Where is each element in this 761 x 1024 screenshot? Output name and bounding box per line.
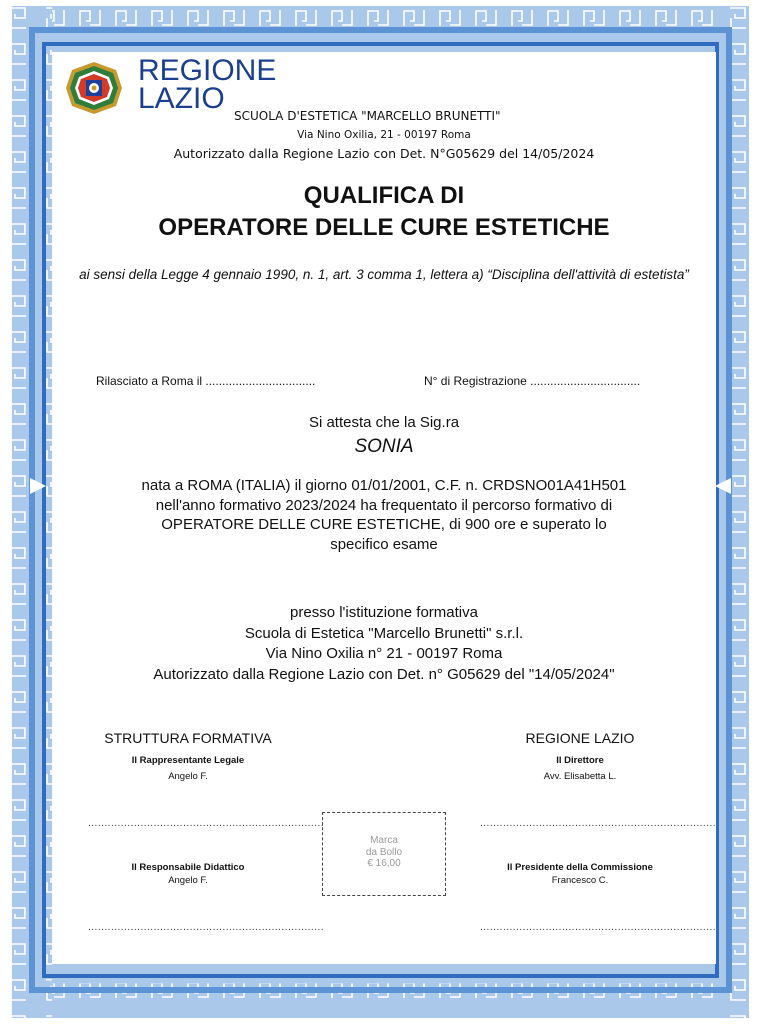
institution-line-1: presso l'istituzione formativa — [290, 604, 478, 621]
commission-president-name: Francesco C. — [551, 875, 609, 886]
legal-reference: ai sensi della Legge 4 gennaio 1990, n. 1, art. 3 comma 1, lettera a) “Disciplina dell'attività di estetista” — [79, 267, 689, 282]
issued-at-field: Rilasciato a Roma il ................................. — [96, 374, 316, 388]
signature-line-director: ........................................................................ — [480, 818, 717, 829]
brand-lazio: LAZIO — [138, 82, 225, 115]
stamp-line-3: € 16,00 — [367, 858, 401, 869]
training-structure-heading: STRUTTURA FORMATIVA — [104, 730, 272, 746]
commission-president-role: Il Presidente della Commissione — [507, 862, 653, 873]
qualification-title — [52, 180, 716, 244]
regione-lazio-logo — [64, 60, 124, 116]
attestation-line-4: specifico esame — [330, 535, 438, 553]
registration-number-field: N° di Registrazione ................................. — [424, 374, 641, 388]
signature-line-didactic-manager: ........................................................................ — [88, 922, 325, 933]
brand-regione: REGIONE — [138, 54, 277, 87]
stamp-line-2: da Bollo — [365, 846, 403, 858]
attestation-intro: Si attesta che la Sig.ra — [308, 414, 460, 431]
school-authorization: Autorizzato dalla Regione Lazio con Det. N°G05629 del 14/05/2024 — [173, 146, 595, 161]
director-name: Avv. Elisabetta L. — [543, 771, 617, 782]
regione-lazio-heading: REGIONE LAZIO — [525, 730, 635, 746]
legal-representative-role: Il Rappresentante Legale — [131, 755, 245, 766]
school-address: Via Nino Oxilia, 21 - 00197 Roma — [297, 129, 471, 141]
certificate-sheet — [52, 52, 716, 964]
institution-line-4: Autorizzato dalla Regione Lazio con Det. n° G05629 del "14/05/2024" — [153, 665, 615, 683]
title-line-2: OPERATORE DELLE CURE ESTETICHE — [158, 214, 610, 241]
attestation-line-3: OPERATORE DELLE CURE ESTETICHE, di 900 ore e superato lo — [161, 516, 607, 533]
institution-block — [52, 603, 716, 685]
stamp-line-1: Marca — [370, 835, 398, 846]
school-name: SCUOLA D'ESTETICA "MARCELLO BRUNETTI" — [234, 109, 501, 123]
director-role: Il Direttore — [556, 755, 604, 766]
revenue-stamp-box — [322, 812, 446, 896]
institution-line-2: Scuola di Estetica "Marcello Brunetti" s.r.l. — [244, 624, 524, 642]
attestation-line-1: nata a ROMA (ITALIA) il giorno 01/01/2001, C.F. n. CRDSNO01A41H501 — [141, 477, 627, 494]
legal-representative-name: Angelo F. — [168, 771, 208, 782]
title-line-1: QUALIFICA DI — [303, 182, 465, 209]
signature-line-legal-representative: ........................................................................ — [88, 818, 325, 829]
institution-line-3: Via Nino Oxilia n° 21 - 00197 Roma — [265, 645, 503, 662]
signature-line-commission-president: ........................................................................ — [480, 922, 717, 933]
didactic-manager-name: Angelo F. — [168, 875, 208, 886]
recipient-name: SONIA — [354, 436, 414, 457]
coat-of-arms-icon — [64, 60, 124, 116]
attestation-line-2: nell'anno formativo 2023/2024 ha frequentato il percorso formativo di — [155, 496, 613, 514]
didactic-manager-role: Il Responsabile Didattico — [131, 862, 245, 873]
attestation-body — [102, 476, 666, 554]
